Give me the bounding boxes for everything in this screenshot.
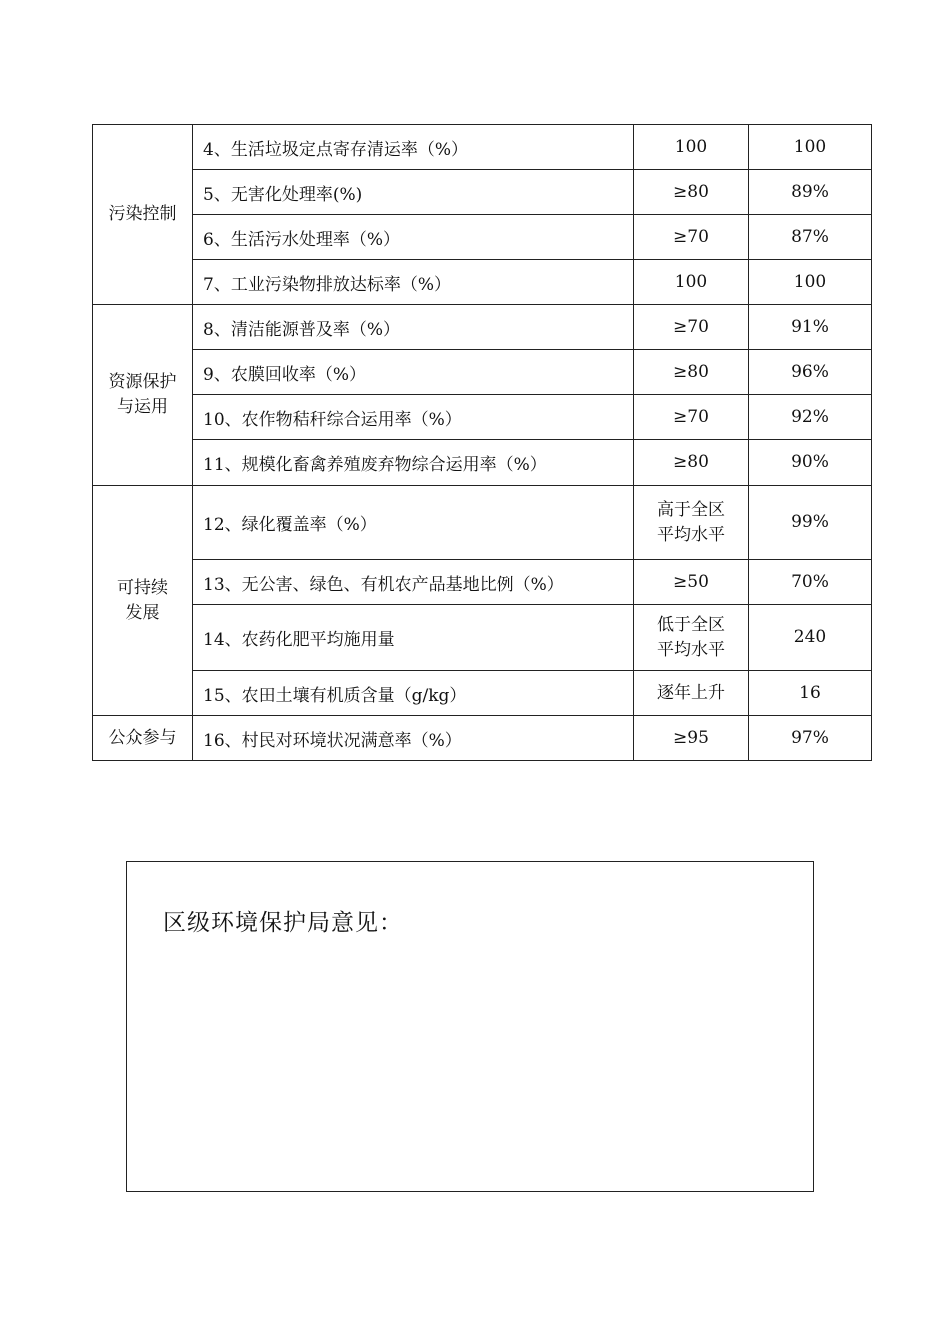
target-value: ≥70 xyxy=(634,215,749,260)
target-value: 低于全区 平均水平 xyxy=(634,605,749,671)
indicator-name: 4、生活垃圾定点寄存清运率（%） xyxy=(193,125,634,170)
target-value: 高于全区 平均水平 xyxy=(634,486,749,560)
table-row xyxy=(93,350,872,395)
actual-value: 90% xyxy=(749,440,872,486)
opinion-box xyxy=(126,861,814,1192)
actual-value: 70% xyxy=(749,560,872,605)
indicator-name: 9、农膜回收率（%） xyxy=(193,350,634,395)
indicator-name: 6、生活污水处理率（%） xyxy=(193,215,634,260)
indicator-name: 13、无公害、绿色、有机农产品基地比例（%） xyxy=(193,560,634,605)
indicator-name: 8、清洁能源普及率（%） xyxy=(193,305,634,350)
table-row xyxy=(93,395,872,440)
table-row xyxy=(93,260,872,305)
table-row xyxy=(93,170,872,215)
indicator-name: 12、绿化覆盖率（%） xyxy=(193,486,634,560)
category-cell: 污染控制 xyxy=(93,125,193,305)
category-cell: 资源保护 与运用 xyxy=(93,305,193,486)
category-cell: 可持续 发展 xyxy=(93,486,193,716)
actual-value: 100 xyxy=(749,260,872,305)
indicator-name: 14、农药化肥平均施用量 xyxy=(193,605,634,671)
indicator-name: 5、无害化处理率(%) xyxy=(193,170,634,215)
target-value: ≥80 xyxy=(634,350,749,395)
target-value: ≥80 xyxy=(634,440,749,486)
actual-value: 16 xyxy=(749,671,872,716)
category-cell: 公众参与 xyxy=(93,716,193,761)
indicator-name: 10、农作物秸秆综合运用率（%） xyxy=(193,395,634,440)
actual-value: 99% xyxy=(749,486,872,560)
target-value: ≥50 xyxy=(634,560,749,605)
target-value: ≥95 xyxy=(634,716,749,761)
target-value: ≥70 xyxy=(634,395,749,440)
table-row xyxy=(93,215,872,260)
opinion-label: 区级环境保护局意见： xyxy=(163,910,403,936)
indicator-table xyxy=(92,124,872,761)
table-row xyxy=(93,305,872,350)
indicator-name: 15、农田土壤有机质含量（g/kg） xyxy=(193,671,634,716)
actual-value: 91% xyxy=(749,305,872,350)
actual-value: 87% xyxy=(749,215,872,260)
table-row xyxy=(93,560,872,605)
target-value: 100 xyxy=(634,260,749,305)
table-row xyxy=(93,486,872,560)
target-value: ≥70 xyxy=(634,305,749,350)
actual-value: 100 xyxy=(749,125,872,170)
table-row xyxy=(93,440,872,486)
actual-value: 240 xyxy=(749,605,872,671)
table-row xyxy=(93,605,872,671)
table-row xyxy=(93,671,872,716)
target-value: 逐年上升 xyxy=(634,671,749,716)
actual-value: 89% xyxy=(749,170,872,215)
indicator-name: 11、规模化畜禽养殖废弃物综合运用率（%） xyxy=(193,440,634,486)
table-row xyxy=(93,125,872,170)
table-row xyxy=(93,716,872,761)
indicator-name: 16、村民对环境状况满意率（%） xyxy=(193,716,634,761)
target-value: 100 xyxy=(634,125,749,170)
actual-value: 92% xyxy=(749,395,872,440)
indicator-name: 7、工业污染物排放达标率（%） xyxy=(193,260,634,305)
actual-value: 97% xyxy=(749,716,872,761)
actual-value: 96% xyxy=(749,350,872,395)
target-value: ≥80 xyxy=(634,170,749,215)
